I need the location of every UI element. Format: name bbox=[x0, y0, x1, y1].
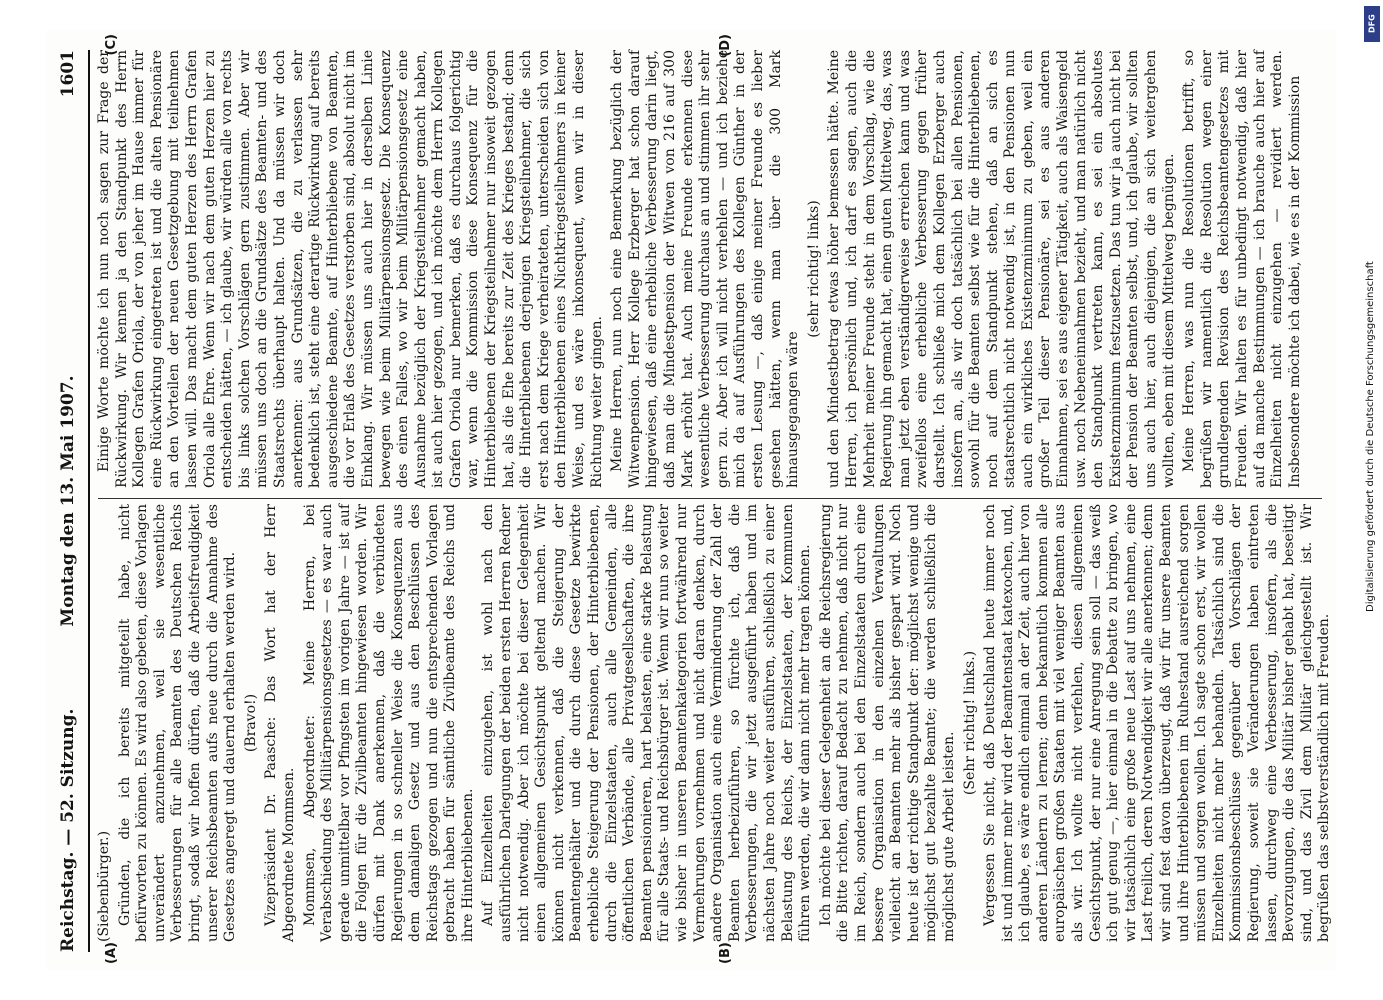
page-header bbox=[54, 50, 88, 952]
margin-marker-c: (C) bbox=[104, 34, 119, 56]
paragraph: Auf Einzelheiten einzugehen, ist wohl nach den ausführlichen Darlegungen der beiden ersten Herren Redner nicht notwendig. Aber ich möchte bei dieser Gelegenheit einen allgemeinen Gesichtspunkt geltend machen. Wir können nicht verkennen, daß die Steigerung der Beamtengehälter und die durch diese Gesetze bewirkte erhebliche Steigerung der Pensionen, der Hinterbliebenen, durch die Einzelstaaten, auch alle Gemeinden, alle öffentlichen Verbände, alle Privatgesellschaften, die ihre Beamten pensionieren, hart belasten, eine starke Belastung für alle Staats- und Reichsbürger ist. Wenn wir nun so weiter wie bisher in unseren Beamtenkategorien fortwährend nur Vermehrungen vornehmen und nicht daran denken, durch andere Organisation auch eine Verminderung der Zahl der Beamten herbeizuführen, so fürchte ich, daß die Verbesserungen, die wir jetzt ausgeführt haben und im nächsten Jahre noch weiter ausführen, schließlich zu einer Belastung des Reichs, der Einzelstaaten, der Kommunen führen werden, die wir dann nicht mehr tragen können. bbox=[480, 504, 814, 942]
digitization-note: Digitalisierung gefördert durch die Deutsche Forschungsgemeinschaft bbox=[1365, 261, 1376, 612]
header-session: Reichstag. — 52. Sitzung. bbox=[58, 708, 78, 952]
interjection: (Bravo!) bbox=[242, 693, 259, 753]
paragraph: Meine Herren, was nun die Resolutionen betrifft, so begrüßen wir namentlich die Resolution wegen einer grundlegenden Revision des Reichsbeamtengesetzes mit Freuden. Wir halten es für unbedingt notwendig, daß hier auf da manche Bestimmungen — ich brauche auch hier auf Einzelheiten nicht einzugehen — revidiert werden. Insbesondere möchte ich dabei, wie es in der Kommission bbox=[1181, 50, 1303, 488]
funding-footer bbox=[1361, 0, 1383, 1000]
header-rule bbox=[88, 50, 90, 952]
paragraph: Vizepräsident Dr. Paasche: Das Wort hat der Herr Abgeordnete Mommsen. bbox=[263, 504, 297, 942]
paragraph: Gründen, die ich bereits mitgeteilt habe, nicht befürworten zu können. Es wird also gebeten, diese Vorlagen unverändert anzunehmen, weil sie wesentliche Verbesserungen für alle Beamten des Deutschen Reichs bringt, sodaß wir hoffen dürfen, daß die Arbeitsfreudigkeit unserer Reichsbeamten aufs neue durch die Annahme des Gesetzes angeregt und dauernd erhalten werden wird. bbox=[116, 504, 239, 942]
interjection: (Sehr richtig! links.) bbox=[961, 650, 978, 796]
paragraph: und den Mindestbetrag etwas höher bemessen hätte. Meine Herren, ich persönlich und, ich darf es sagen, auch die Mehrheit meiner Freunde steht in dem Vorschlag, wie die Regierung ihn gemacht hat, einen guten Mittelweg, das, was man jetzt eben verständigerweise erreichen kann und was zweifellos eine erhebliche Verbesserung gegen früher darstellt. Ich schließe mich dem Kollegen Erzberger auch insofern an, als wir doch tatsächlich bei allen Pensionen, sowohl für die Beamten selbst wie für die Hinterbliebenen, noch auf dem Standpunkt stehen, daß an sich es staatsrechtlich nicht notwendig ist, in den Pensionen nun auch ein wirkliches Existenzminimum zu geben, weil ein großer Teil dieser Pensionäre, sei es aus anderen Einnahmen, sei es aus eigener Tätigkeit, auch als Waisengeld usw. noch Nebeneinnahmen bezieht, und man natürlich nicht den Standpunkt vertreten kann, es sei ein absolutes Existenzminimum festzusetzen. Das tun wir ja auch nicht bei der Pension der Beamten selbst, und, ich glaube, wir sollten uns auch hier, auch diejenigen, die an sich weitergehen wollten, eben mit diesem Mittelweg begnügen. bbox=[826, 50, 1177, 488]
speaker-continuation: (Siebenbürger.) bbox=[96, 830, 112, 942]
left-column bbox=[96, 504, 1333, 942]
column-divider bbox=[98, 498, 1322, 499]
paragraph: Mommsen, Abgeordneter: Meine Herren, bei Verabschiedung des Militärpensionsgesetzes — es war auch gerade unmittelbar vor Pfingsten im vorigen Jahre — ist auf die Folgen für die Zivilbeamten hingewiesen worden. Wir dürfen mit Dank anerkennen, daß die verbündeten Regierungen in so schneller Weise die Konsequenzen aus dem damaligen Gesetz und aus den Beschlüssen des Reichstags gezogen und nun die entsprechenden Vorlagen gebracht haben für sämtliche Zivilbeamte des Reichs und ihre Hinterbliebenen. bbox=[301, 504, 476, 942]
header-date: Montag den 13. Mai 1907. bbox=[58, 375, 78, 627]
rotated-newspaper-page bbox=[46, 30, 1336, 970]
margin-marker-b: (B) bbox=[718, 942, 733, 964]
header-page-number: 1601 bbox=[58, 50, 78, 98]
interjection: (sehr richtig! links) bbox=[805, 200, 822, 338]
margin-marker-d: (D) bbox=[718, 34, 733, 57]
paragraph: Meine Herren, nun noch eine Bemerkung bezüglich der Witwenpension. Herr Kollege Erzberger hat schon darauf hingewiesen, daß eine erhebliche Verbesserung darin liegt, daß man die Mindestpension der Witwen von 216 auf 300 Mark erhöht hat. Auch meine Freunde erkennen diese wesentliche Verbesserung durchaus an und stimmen ihr sehr gern zu. Aber ich will nicht verhehlen — und ich beziehe mich da auf Ausführungen des Kollegen Günther in der ersten Lesung —, daß einige meiner Freunde es lieber gesehen hätten, wenn man über die 300 Mark hinausgegangen wäre bbox=[609, 50, 802, 488]
paragraph: Vergessen Sie nicht, daß Deutschland heute immer noch ist und immer mehr wird der Beamtenstaat katexochen, und, ich glaube, es wäre endlich einmal an der Zeit, auch hier von anderen Ländern zu lernen; denn bekanntlich kommen alle europäischen großen Staaten mit viel weniger Beamten aus als wir. Ich wollte nicht verfehlen, diesen allgemeinen Gesichtspunkt, der nur eine Anregung sein soll — das weiß ich gut genug —, hier einmal in die Debatte zu bringen, wo wir tatsächlich eine große neue Last auf uns nehmen, eine Last freilich, deren Notwendigkeit wir alle anerkennen; denn wir sind fest davon überzeugt, daß wir für unsere Beamten und ihre Hinterbliebenen im Ruhestand ausreichend sorgen müssen und sorgen wollen. Ich sagte schon erst, wir wollen Einzelheiten nicht mehr behandeln. Tatsächlich sind die Kommissionsbeschlüsse gegenüber den Vorschlägen der Regierung, soweit sie Veränderungen haben eintreten lassen, durchweg eine Verbesserung, insofern, als die Bevorzugungen, die das Militär bisher gehabt hat, beseitigt sind, und das Zivil dem Militär gleichgestellt ist. Wir begrüßen das selbstverständlich mit Freuden. bbox=[982, 504, 1333, 942]
paragraph: Einige Worte möchte ich nun noch sagen zur Frage der Rückwirkung. Wir kennen ja den Standpunkt des Herrn Kollegen Grafen Oriola, der von jeher im Hause immer für eine Rückwirkung eingetreten ist und die alten Pensionäre an den Vorteilen der neuen Gesetzgebung mit teilnehmen lassen will. Das macht dem guten Herzen des Herrn Grafen Oriola alle Ehre. Wenn wir nach dem guten Herzen hier zu entscheiden hätten, — ich glaube, wir würden alle von rechts bis links solchen Vorschlägen gern zustimmen. Aber wir müssen uns doch an die Grundsätze des Beamten- und des Staatsrechts überhaupt halten. Und da müssen wir doch anerkennen: aus Grundsätzen, die zu verlassen sehr bedenklich ist, steht eine derartige Rückwirkung auf bereits ausgeschiedene Beamte, auf Hinterbliebene von Beamten, die vor Erlaß des Gesetzes verstorben sind, absolut nicht im Einklang. Wir müssen uns auch hier in derselben Linie bewegen wie beim Militärpensionsgesetz. Die Konsequenz des einen Falles, wo wir beim Militärpensionsgesetz eine Ausnahme bezüglich der Kriegsteilnehmer gemacht haben, ist auch hier gezogen, und ich möchte dem Herrn Kollegen Grafen Oriola nur bemerken, daß es durchaus folgerichtig war, wenn die Kommission diese Konsequenz für die Hinterbliebenen der Kriegsteilnehmer nur insoweit gezogen hat, als die Ehe bereits zur Zeit des Krieges bestand; denn die Hinterbliebenen derjenigen Kriegsteilnehmer, die sich erst nach dem Kriege verheirateten, unterscheiden sich von den Hinterbliebenen eines Nichtkriegsteilnehmers in keiner Weise, und es wäre inkonsequent, wenn wir in dieser Richtung weiter gingen. bbox=[96, 50, 605, 488]
paragraph: Ich möchte bei dieser Gelegenheit an die Reichsregierung die Bitte richten, darauf Bedacht zu nehmen, daß nicht nur im Reich, sondern auch bei den Einzelstaaten durch eine bessere Organisation in den einzelnen Verwaltungen vielleicht an Beamten mehr als bisher gespart wird. Noch heute ist der richtige Standpunkt der: möglichst wenige und möglichst gut bezahlte Beamte; die werden schließlich die möglichst gute Arbeit leisten. bbox=[817, 504, 957, 942]
dfg-logo: DFG bbox=[1364, 6, 1380, 42]
right-column bbox=[96, 50, 1324, 488]
margin-marker-a: (A) bbox=[104, 942, 119, 964]
